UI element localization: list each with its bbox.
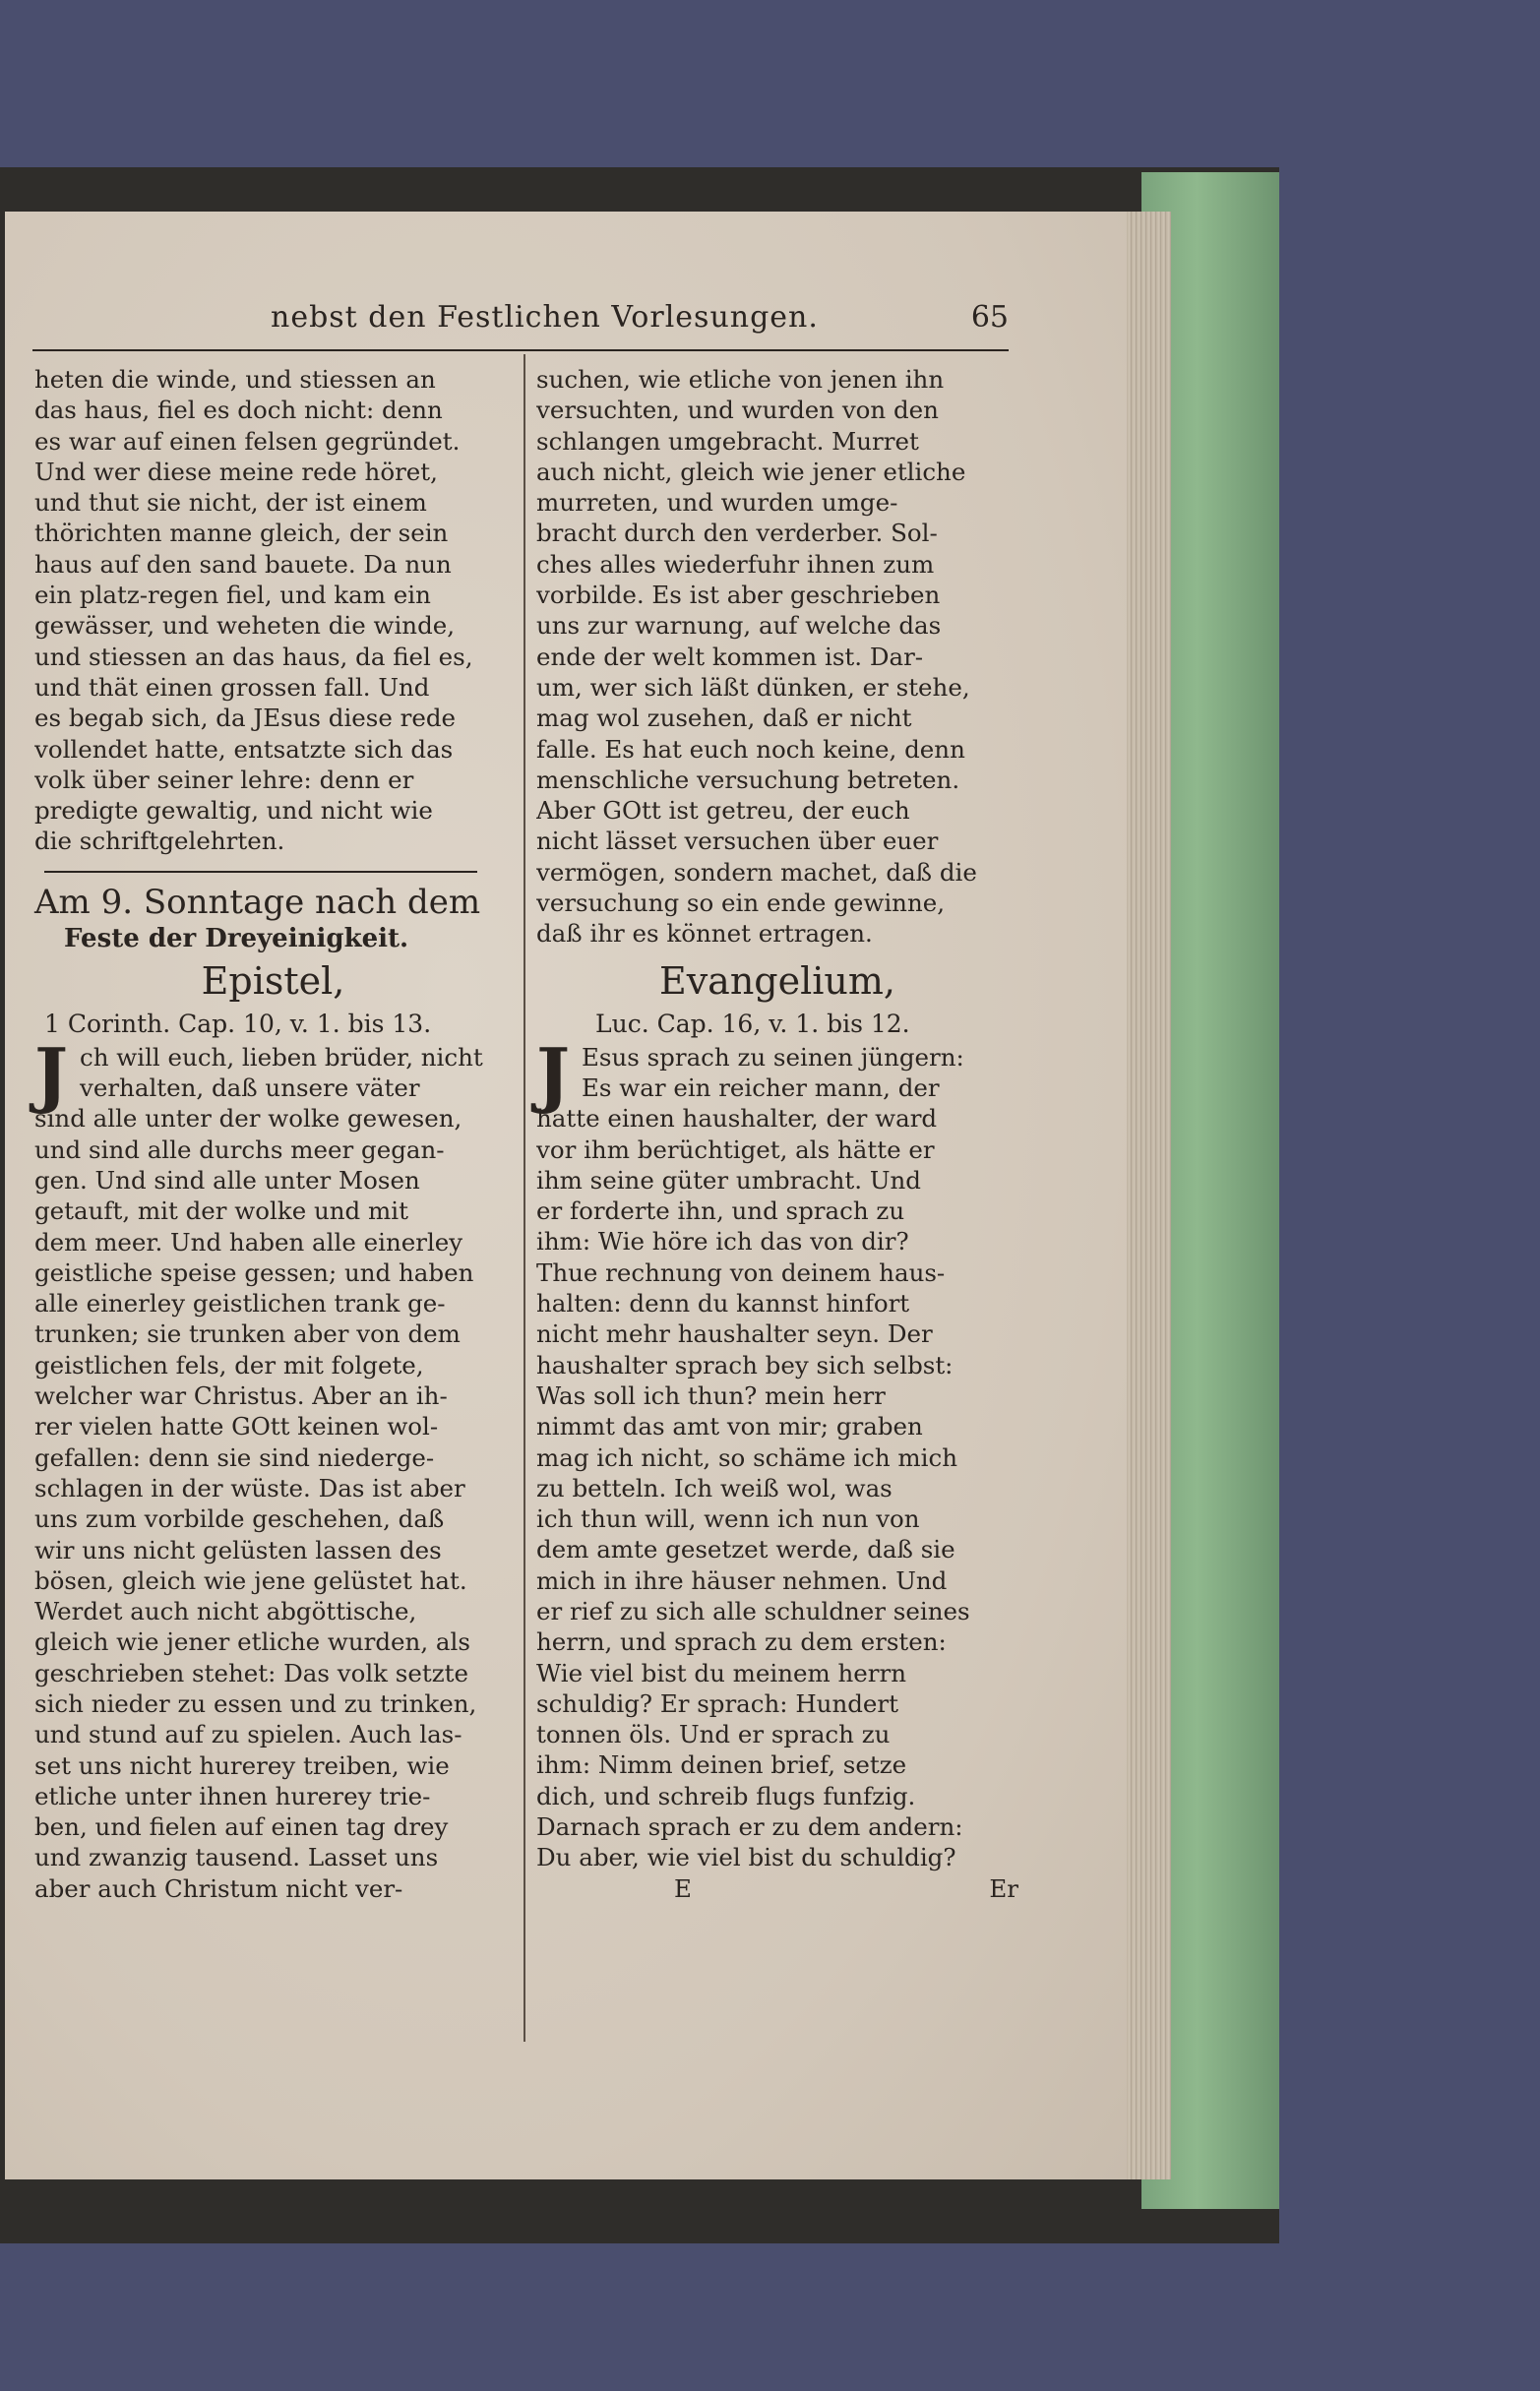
text-line: rer vielen hatte GOtt keinen wol-: [34, 1412, 439, 1441]
text-line: Und wer diese meine rede höret,: [34, 457, 438, 486]
text-line: dem meer. Und haben alle einerley: [34, 1227, 463, 1257]
text-line: Thue rechnung von deinem haus-: [536, 1257, 946, 1287]
text-line: nicht lässet versuchen über euer: [536, 827, 939, 856]
text-line: dem amte gesetzet werde, daß sie: [536, 1535, 955, 1564]
text-line: bracht durch den verderber. Sol-: [536, 519, 938, 548]
text-line: versuchten, und wurden von den: [536, 396, 939, 425]
right-intro-text: [536, 364, 1018, 950]
text-line: Darnach sprach er zu dem andern:: [536, 1812, 963, 1842]
text-line: geistliche speise gessen; und haben: [34, 1257, 474, 1287]
text-line: halten: denn du kannst hinfort: [536, 1289, 910, 1318]
text-line: auch nicht, gleich wie jener etliche: [536, 457, 966, 486]
text-line: ch will euch, lieben brüder, nicht: [80, 1042, 483, 1072]
text-line: vor ihm berüchtiget, als hätte er: [536, 1134, 935, 1164]
text-line: die schriftgelehrten.: [34, 827, 285, 856]
text-line: das haus, fiel es doch nicht: denn: [34, 396, 443, 425]
text-line: heten die winde, und stiessen an: [34, 365, 436, 394]
text-line: um, wer sich läßt dünken, er stehe,: [536, 672, 970, 702]
text-line: Was soll ich thun? mein herr: [536, 1380, 886, 1410]
book-page: [5, 212, 1127, 2179]
text-line: nicht mehr haushalter seyn. Der: [536, 1319, 933, 1349]
text-line: versuchung so ein ende gewinne,: [536, 889, 946, 918]
text-line: ihm: Nimm deinen brief, setze: [536, 1750, 907, 1780]
text-line: schlagen in der wüste. Das ist aber: [34, 1473, 465, 1502]
feast-subtitle: Feste der Dreyeinigkeit.: [64, 923, 409, 953]
text-line: ein platz-regen fiel, und kam ein: [34, 581, 431, 610]
text-line: es begab sich, da JEsus diese rede: [34, 704, 457, 733]
text-line: vorbilde. Es ist aber geschrieben: [536, 581, 941, 610]
text-line: vermögen, sondern machet, daß die: [536, 857, 977, 887]
text-line: gen. Und sind alle unter Mosen: [34, 1165, 420, 1195]
signature-mark: E: [674, 1873, 692, 1903]
page-header: [25, 300, 1009, 349]
text-line: predigte gewaltig, und nicht wie: [34, 796, 433, 826]
text-line: ihm seine güter umbracht. Und: [536, 1165, 921, 1195]
text-line: vollendet hatte, entsatzte sich das: [34, 734, 454, 764]
text-line: nimmt das amt von mir; graben: [536, 1412, 923, 1441]
text-line: volk über seiner lehre: denn er: [34, 765, 414, 794]
section-rule: [44, 871, 477, 873]
text-line: sich nieder zu essen und zu trinken,: [34, 1688, 477, 1718]
text-line: haus auf den sand bauete. Da nun: [34, 549, 452, 579]
text-line: uns zum vorbilde geschehen, daß: [34, 1504, 445, 1534]
text-line: es war auf einen felsen gegründet.: [34, 426, 461, 456]
text-line: ich thun will, wenn ich nun von: [536, 1504, 920, 1534]
text-line: alle einerley geistlichen trank ge-: [34, 1289, 446, 1318]
text-line: mag ich nicht, so schäme ich mich: [536, 1442, 957, 1472]
text-line: menschliche versuchung betreten.: [536, 765, 960, 794]
text-line: mag wol zusehen, daß er nicht: [536, 704, 912, 733]
text-line: ben, und fielen auf einen tag drey: [34, 1812, 449, 1842]
left-intro-text: [34, 364, 512, 857]
drop-cap: J: [536, 1031, 571, 1116]
text-line: murreten, und wurden umge-: [536, 488, 898, 518]
text-line: er forderte ihn, und sprach zu: [536, 1196, 905, 1226]
text-line: tonnen öls. Und er sprach zu: [536, 1720, 891, 1749]
page-number: 65: [970, 300, 1009, 335]
epistel-heading: Epistel,: [201, 958, 345, 1003]
text-line: Es war ein reicher mann, der: [582, 1073, 940, 1102]
evangelium-text: [536, 1031, 1018, 1873]
text-line: haushalter sprach bey sich selbst:: [536, 1350, 954, 1379]
text-line: aber auch Christum nicht ver-: [34, 1873, 403, 1903]
text-line: bösen, gleich wie jene gelüstet hat.: [34, 1565, 467, 1595]
right-column: [536, 364, 1018, 1904]
evangelium-body: [536, 1031, 1018, 1873]
text-line: zu betteln. Ich weiß wol, was: [536, 1473, 893, 1502]
header-rule: [32, 349, 1009, 351]
text-line: Du aber, wie viel bist du schuldig?: [536, 1843, 956, 1872]
text-line: getauft, mit der wolke und mit: [34, 1196, 408, 1226]
evangelium-heading: Evangelium,: [658, 958, 896, 1003]
text-line: Esus sprach zu seinen jüngern:: [582, 1042, 964, 1072]
text-line: und stiessen an das haus, da fiel es,: [34, 642, 473, 671]
text-line: er rief zu sich alle schuldner seines: [536, 1596, 970, 1625]
text-line: geschrieben stehet: Das volk setzte: [34, 1658, 468, 1687]
text-line: Aber GOtt ist getreu, der euch: [536, 796, 910, 826]
text-line: Werdet auch nicht abgöttische,: [34, 1597, 417, 1626]
text-line: verhalten, daß unsere väter: [80, 1073, 420, 1103]
text-line: ches alles wiederfuhr ihnen zum: [536, 549, 935, 579]
drop-cap: J: [34, 1031, 69, 1116]
text-line: und sind alle durchs meer gegan-: [34, 1134, 445, 1164]
text-line: falle. Es hat euch noch keine, denn: [536, 734, 965, 764]
text-line: mich in ihre häuser nehmen. Und: [536, 1565, 948, 1595]
text-line: wir uns nicht gelüsten lassen des: [34, 1535, 442, 1564]
text-line: geistlichen fels, der mit folgete,: [34, 1350, 424, 1379]
running-title: nebst den Festlichen Vorlesungen.: [271, 300, 819, 335]
text-line: daß ihr es könnet ertragen.: [536, 919, 873, 949]
epistel-text: [34, 1031, 512, 1904]
text-line: und thät einen grossen fall. Und: [34, 672, 430, 702]
catchword: Er: [989, 1873, 1018, 1903]
text-line: sind alle unter der wolke gewesen,: [34, 1104, 462, 1134]
text-line: thörichten manne gleich, der sein: [34, 519, 449, 548]
text-line: und thut sie nicht, der ist einem: [34, 488, 427, 518]
text-line: gewässer, und weheten die winde,: [34, 611, 456, 641]
text-line: set uns nicht hurerey treiben, wie: [34, 1750, 450, 1780]
text-line: Wie viel bist du meinem herrn: [536, 1658, 906, 1687]
text-line: gefallen: denn sie sind niederge-: [34, 1442, 435, 1472]
text-line: ihm: Wie höre ich das von dir?: [536, 1227, 909, 1257]
text-line: etliche unter ihnen hurerey trie-: [34, 1781, 431, 1810]
text-line: suchen, wie etliche von jenen ihn: [536, 365, 945, 394]
epistel-citation: 1 Corinth. Cap. 10, v. 1. bis 13.: [44, 1009, 432, 1038]
text-line: und stund auf zu spielen. Auch las-: [34, 1720, 462, 1749]
text-line: uns zur warnung, auf welche das: [536, 611, 942, 641]
text-line: und zwanzig tausend. Lasset uns: [34, 1843, 439, 1872]
epistel-body: [34, 1031, 512, 1904]
text-line: ende der welt kommen ist. Dar-: [536, 642, 924, 671]
text-line: dich, und schreib flugs funfzig.: [536, 1781, 916, 1810]
text-line: schuldig? Er sprach: Hundert: [536, 1688, 898, 1718]
sunday-title: Am 9. Sonntage nach dem: [34, 882, 481, 922]
left-column: [34, 364, 512, 1904]
text-line: gleich wie jener etliche wurden, als: [34, 1627, 470, 1657]
text-line: trunken; sie trunken aber von dem: [34, 1319, 461, 1349]
text-line: hatte einen haushalter, der ward: [536, 1104, 938, 1134]
text-line: schlangen umgebracht. Murret: [536, 426, 919, 456]
column-divider: [524, 354, 525, 2042]
evangelium-citation: Luc. Cap. 16, v. 1. bis 12.: [595, 1009, 910, 1038]
text-line: herrn, und sprach zu dem ersten:: [536, 1627, 947, 1657]
page-footer: [536, 1873, 1018, 1904]
text-line: welcher war Christus. Aber an ih-: [34, 1381, 448, 1411]
